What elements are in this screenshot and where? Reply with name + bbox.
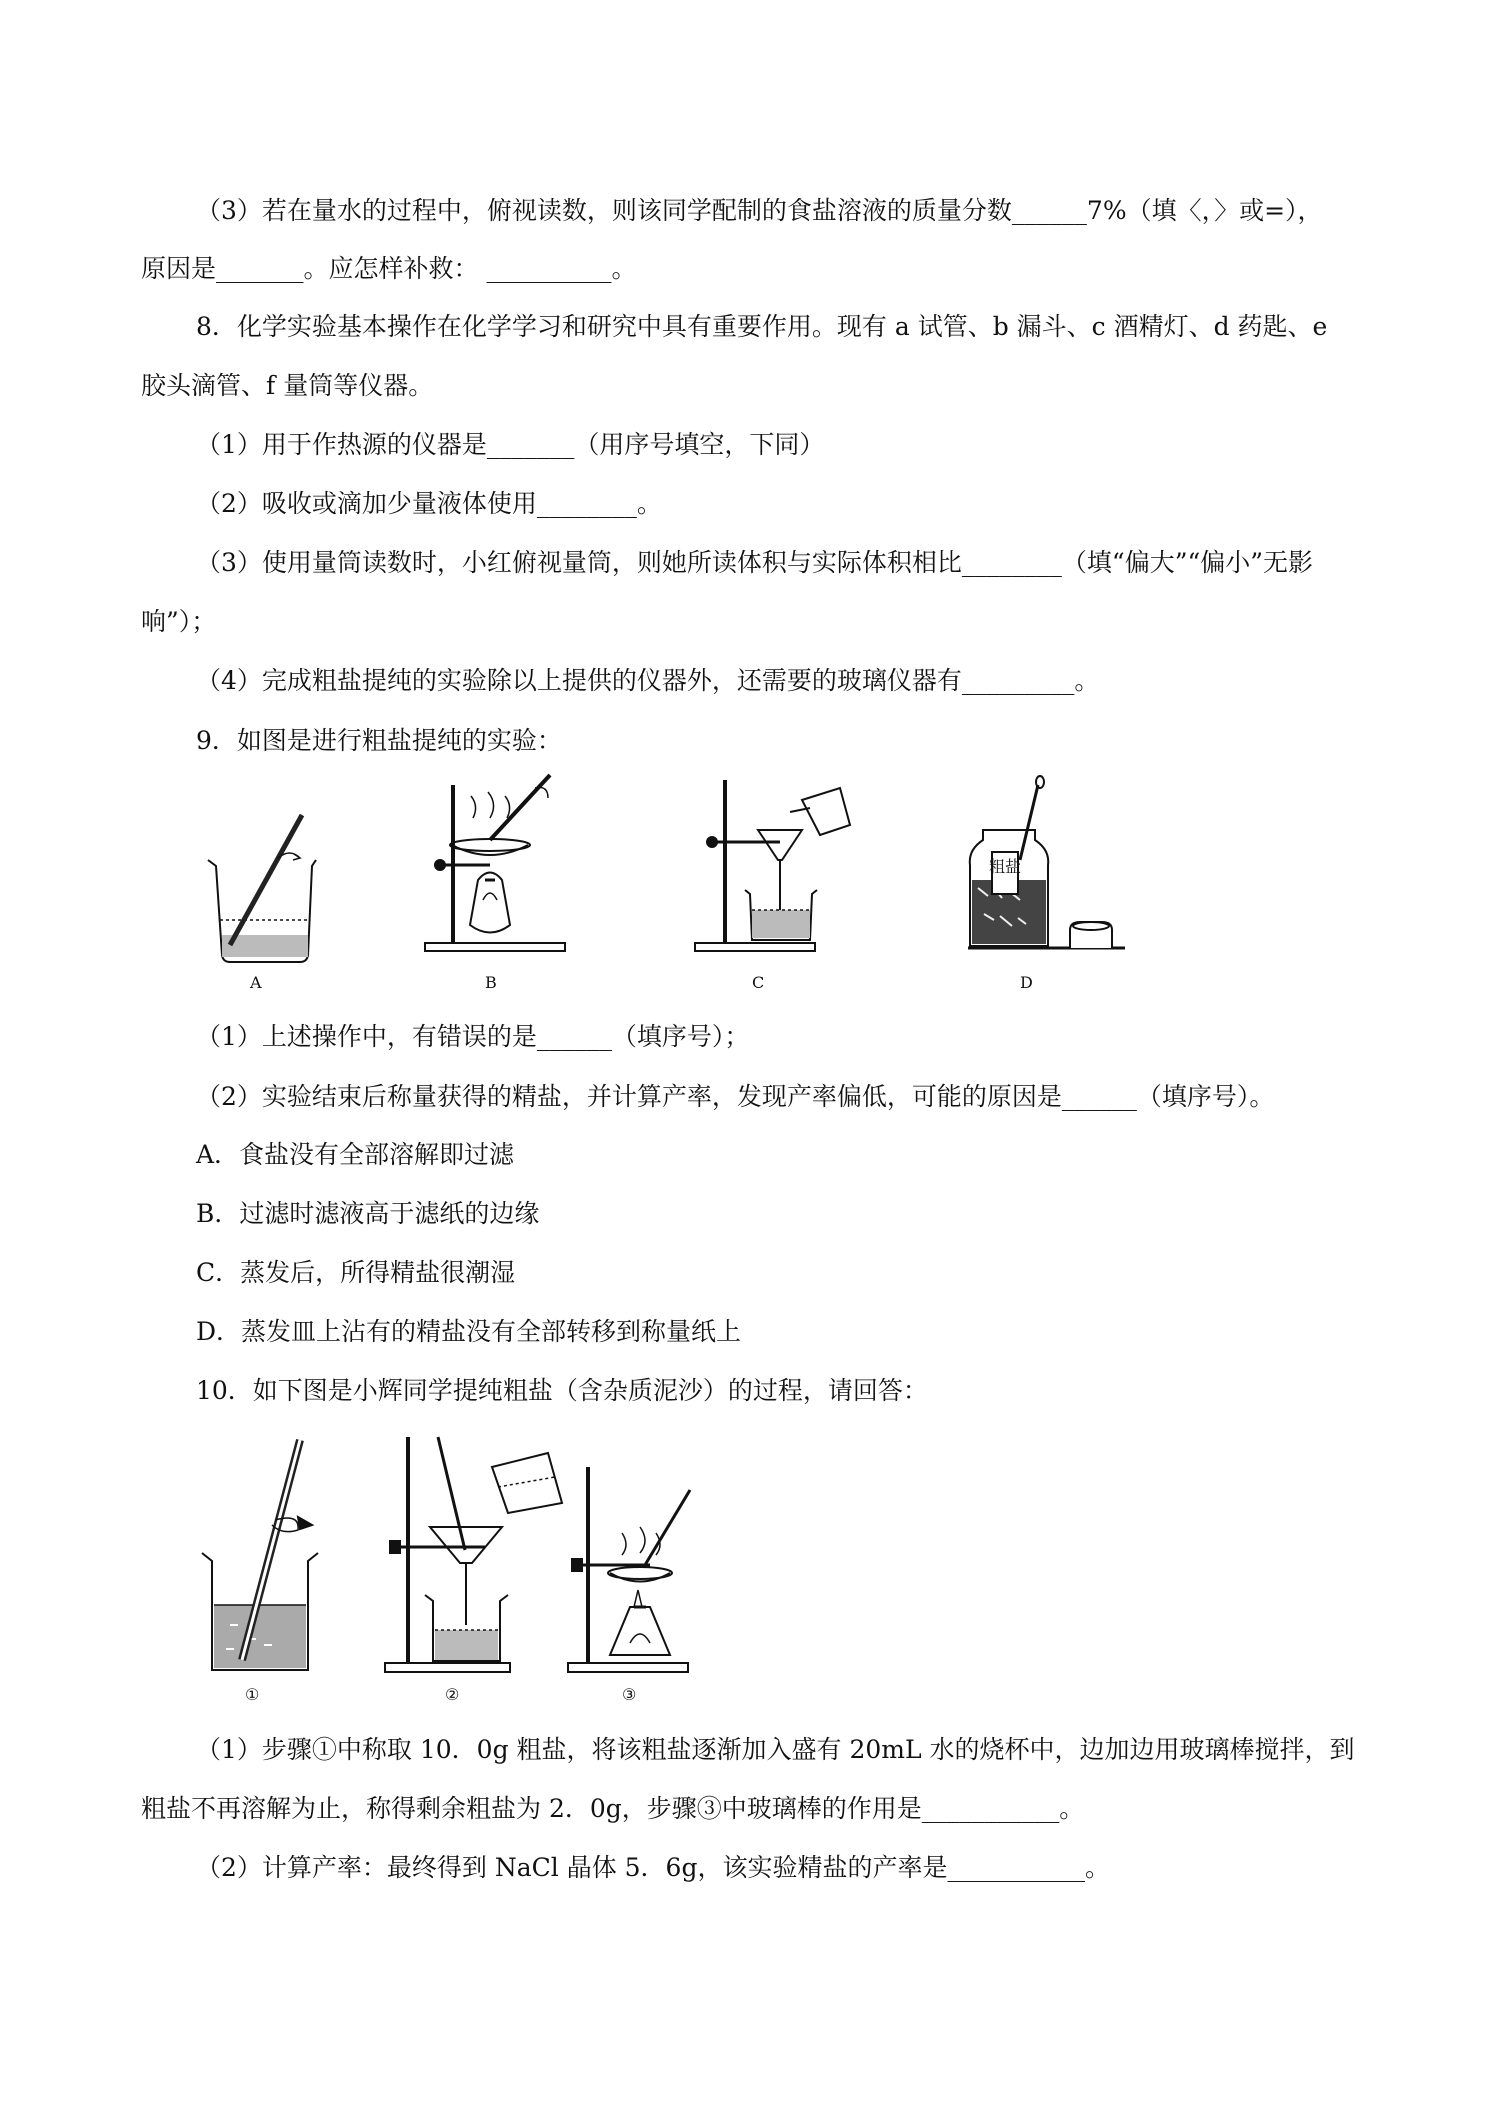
fig10-label-1: ① <box>245 1685 260 1704</box>
q10-part2: （2）计算产率：最终得到 NaCl 晶体 5．6g，该实验精盐的产率是___________。 <box>196 1853 1110 1882</box>
figure-9 <box>190 770 1130 995</box>
q10-part1-line2: 粗盐不再溶解为止，称得剩余粗盐为 2．0g，步骤③中玻璃棒的作用是___________。 <box>141 1794 1085 1823</box>
fig9-label-c: C <box>752 973 765 992</box>
q8-part3-line1: （3）使用量筒读数时，小红俯视量筒，则她所读体积与实际体积相比________（填“偏大”“偏小”无影 <box>196 548 1314 577</box>
fig9-jar-label: 粗盐 <box>988 857 1022 876</box>
q9-option-c: C．蒸发后，所得精盐很潮湿 <box>196 1258 516 1287</box>
q7-part3-line2: 原因是_______。应怎样补救： __________。 <box>141 254 637 283</box>
q7-part3-line1: （3）若在量水的过程中，俯视读数，则该同学配制的食盐溶液的质量分数______7%（填〈，〉或=）， <box>196 196 1323 225</box>
fig10-step2-filtration <box>385 1437 562 1672</box>
fig9-label-d: D <box>1020 973 1033 992</box>
fig9-a-beaker-stirring <box>208 815 316 962</box>
fig9-b-evaporation <box>425 775 565 951</box>
q9-part1: （1）上述操作中，有错误的是______（填序号）； <box>196 1022 750 1051</box>
q9-option-d: D．蒸发皿上沾有的精盐没有全部转移到称量纸上 <box>196 1317 742 1346</box>
fig9-label-b: B <box>485 973 497 992</box>
q8-part2: （2）吸收或滴加少量液体使用________。 <box>196 489 662 518</box>
q9-option-b: B．过滤时滤液高于滤纸的边缘 <box>196 1199 540 1228</box>
q8-part1: （1）用于作热源的仪器是_______（用序号填空，下同） <box>196 430 825 459</box>
fig10-label-2: ② <box>445 1685 460 1704</box>
q8-part3-line2: 响”）； <box>141 607 217 636</box>
q9-option-a: A．食盐没有全部溶解即过滤 <box>196 1140 515 1169</box>
fig9-d-salt-jar <box>968 776 1125 948</box>
fig9-c-filtration <box>695 780 850 951</box>
fig10-step3-evaporation <box>568 1467 690 1672</box>
fig9-label-a: A <box>250 973 262 992</box>
q10-stem: 10．如下图是小辉同学提纯粗盐（含杂质泥沙）的过程，请回答： <box>196 1376 928 1405</box>
fig10-step1-dissolving <box>202 1440 318 1670</box>
q10-part1-line1: （1）步骤①中称取 10．0g 粗盐，将该粗盐逐渐加入盛有 20mL 水的烧杯中，边加边用玻璃棒搅拌，到 <box>196 1735 1355 1764</box>
figure-10 <box>190 1425 750 1710</box>
fig10-label-3: ③ <box>622 1685 637 1704</box>
q9-part2: （2）实验结束后称量获得的精盐，并计算产率，发现产率偏低，可能的原因是______（填序号）。 <box>196 1082 1275 1111</box>
q8-stem-line1: 8．化学实验基本操作在化学学习和研究中具有重要作用。现有 a 试管、b 漏斗、c 酒精灯、d 药匙、e <box>196 312 1328 341</box>
q9-stem: 9．如图是进行粗盐提纯的实验： <box>196 726 562 755</box>
q8-stem-line2: 胶头滴管、f 量筒等仪器。 <box>141 371 434 400</box>
q8-part4: （4）完成粗盐提纯的实验除以上提供的仪器外，还需要的玻璃仪器有_________。 <box>196 666 1100 695</box>
